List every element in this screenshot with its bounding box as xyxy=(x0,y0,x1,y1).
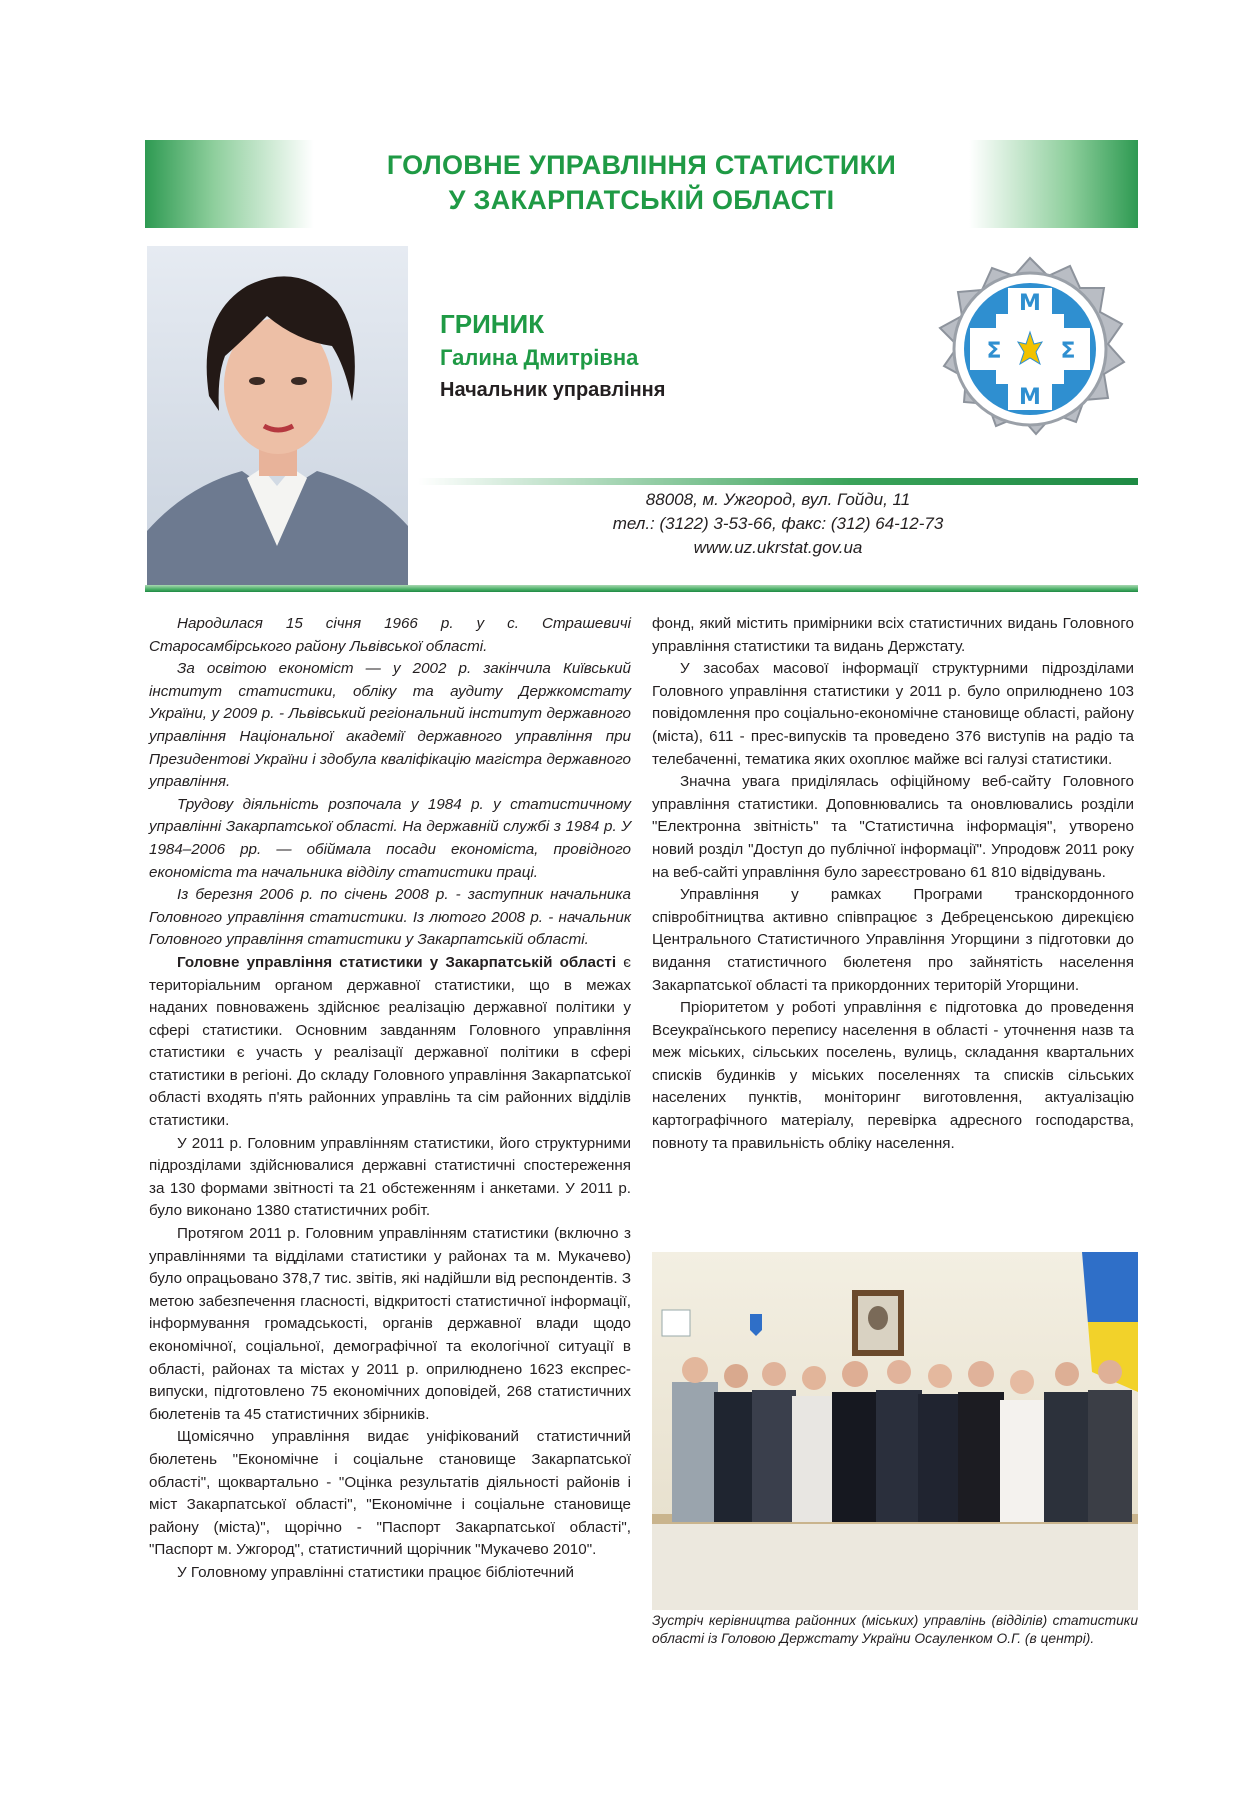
statistics-emblem-logo xyxy=(930,252,1130,452)
photo-caption: Зустріч керівництва районних (міських) управлінь (відділів) статистики області із Головою Держстату України Осауленком О.Г. (в центрі). xyxy=(652,1613,1138,1646)
lead-rest-text: є територіальним органом державної статистики, що в межах наданих повноважень здійснює реалізацію державної політики у сфері статистики. Основним завданням Головного управління статистики є участь у реалізації державної політики в сфері статистики в регіоні. До складу Головного управління Закарпатської області входять п'ять районних управлінь та сім районних відділів статистики. xyxy=(149,953,631,1130)
contact-address: 88008, м. Ужгород, вул. Гойди, 11 xyxy=(645,490,911,509)
emblem-letter-right: Σ xyxy=(1060,339,1076,364)
body-paragraph: У 2011 р. Головним управлінням статистики, його структурними підрозділами здійснювалися державні статистичні спостереження за 130 формами звітності та 21 обстеженням і анкетами. У 2011 р. було виконано 1380 статистичних робіт. xyxy=(149,1134,631,1220)
title-line-1: ГОЛОВНЕ УПРАВЛІННЯ СТАТИСТИКИ xyxy=(386,150,897,180)
title-line-2: У ЗАКАРПАТСЬКІЙ ОБЛАСТІ xyxy=(448,185,835,215)
header-banner xyxy=(145,140,1138,228)
text-column-right xyxy=(652,613,1134,1155)
divider-line-top xyxy=(418,478,1138,485)
person-given-names: Галина Дмитрівна xyxy=(440,345,639,370)
body-paragraph: Протягом 2011 р. Головним управлінням статистики (включно з управліннями та відділами статистики у районах та м. Мукачево) було опрацьовано 378,7 тис. звітів, які надійшли від респондентів. З метою забезпечення гласності, відкритості статистичної інформації, інформування громадськості, органів державної влади щодо економічної, соціальної, демографічної та екологічної ситуації в області, районах та містах у 2011 р. оприлюднено 1623 експрес-випуски, підготовлено 75 економічних доповідей, 268 статистичних бюлетенів та 45 статистичних збірників. xyxy=(149,1225,631,1423)
body-paragraph: Управління у рамках Програми транскордонного співробітництва активно співпрацює з Дебреценською дирекцією Центрального Статистичного Управління Угорщини з підготовки до видання статистичного бюлетеня про зайнятість населення Закарпатської області та прикордонних територій Угорщини. xyxy=(652,886,1134,994)
body-paragraph-continuation: фонд, який містить примірники всіх статистичних видань Головного управління статистики та видань Держстату. xyxy=(652,615,1134,655)
divider-line-bottom xyxy=(145,585,1138,592)
bio-paragraph: Народилася 15 січня 1966 р. у с. Страшевичі Старосамбірського району Львівської області. xyxy=(149,615,631,655)
contact-phone: тел.: (3122) 3-53-66, факс: (312) 64-12-73 xyxy=(612,514,944,533)
bio-paragraph: Трудову діяльність розпочала у 1984 р. у статистичному управлінні Закарпатської області. На державній службі з 1984 р. У 1984–2006 рр. — обіймала посади економіста, провідного економіста та начальника відділу статистики праці. xyxy=(149,795,631,881)
body-lead-paragraph xyxy=(149,952,631,1133)
lead-bold-text: Головне управління статистики у Закарпатській області xyxy=(177,953,617,971)
emblem-letter-left: Σ xyxy=(986,339,1002,364)
bio-paragraph: За освітою економіст — у 2002 р. закінчила Київський інститут статистики, обліку та аудиту Держкомстату України, у 2009 р. - Львівський регіональний інститут державного управління Національної академії державного управління при Президентові України і здобула кваліфікацію магістра державного управління. xyxy=(149,660,631,791)
body-paragraph: Щомісячно управління видає уніфікований статистичний бюлетень "Економічне і соціальне становище Закарпатської області", щоквартально - "Оцінка результатів діяльності районів і міст Закарпатської області", "Економічне і соціальне становище району (міста)", щорічно - "Паспорт Закарпатської області", "Паспорт м. Ужгород", статистичний щорічник "Мукачево 2010". xyxy=(149,1428,631,1559)
emblem-letter-bottom: М xyxy=(1019,385,1041,410)
emblem-letter-top: М xyxy=(1019,291,1041,316)
portrait-photo xyxy=(147,246,408,586)
body-paragraph: Значна увага приділялась офіційному веб-сайту Головного управління статистики. Доповнювались та оновлювались розділи "Електронна звітність" та "Статистична інформація", утворено новий розділ "Доступ до публічної інформації". Упродовж 2011 року на веб-сайті управління було зареєстровано 61 810 відвідувань. xyxy=(652,773,1134,881)
group-photo xyxy=(652,1252,1138,1610)
bio-paragraph: Із березня 2006 р. по січень 2008 р. - заступник начальника Головного управління статистики. Із лютого 2008 р. - начальник Головного управління статистики у Закарпатській області. xyxy=(149,886,631,949)
person-surname: ГРИНИК xyxy=(440,309,545,339)
person-position: Начальник управління xyxy=(440,379,666,401)
contact-website[interactable]: www.uz.ukrstat.gov.ua xyxy=(693,538,863,557)
body-paragraph: Пріоритетом у роботі управління є підготовка до проведення Всеукраїнського перепису населення в області - уточнення назв та меж міських, сільських поселень, вулиць, складання квартальних списків будинків у міських поселеннях та списків сільських населених пунктів, моніторинг виготовлення, актуалізацію картографічного матеріалу, перевірка адресного господарства, повноту та правильність обліку населення. xyxy=(652,999,1134,1152)
text-column-left xyxy=(149,613,631,1585)
body-paragraph: У Головному управлінні статистики працює бібліотечний xyxy=(177,1563,574,1581)
body-paragraph: У засобах масової інформації структурними підрозділами Головного управління статистики у 2011 р. було оприлюднено 103 повідомлення про соціально-економічне становище області, району (міста), 611 - прес-випусків та проведено 376 виступів на радіо та телебаченні, тематика яких охоплює майже всі галузі статистики. xyxy=(652,660,1134,768)
